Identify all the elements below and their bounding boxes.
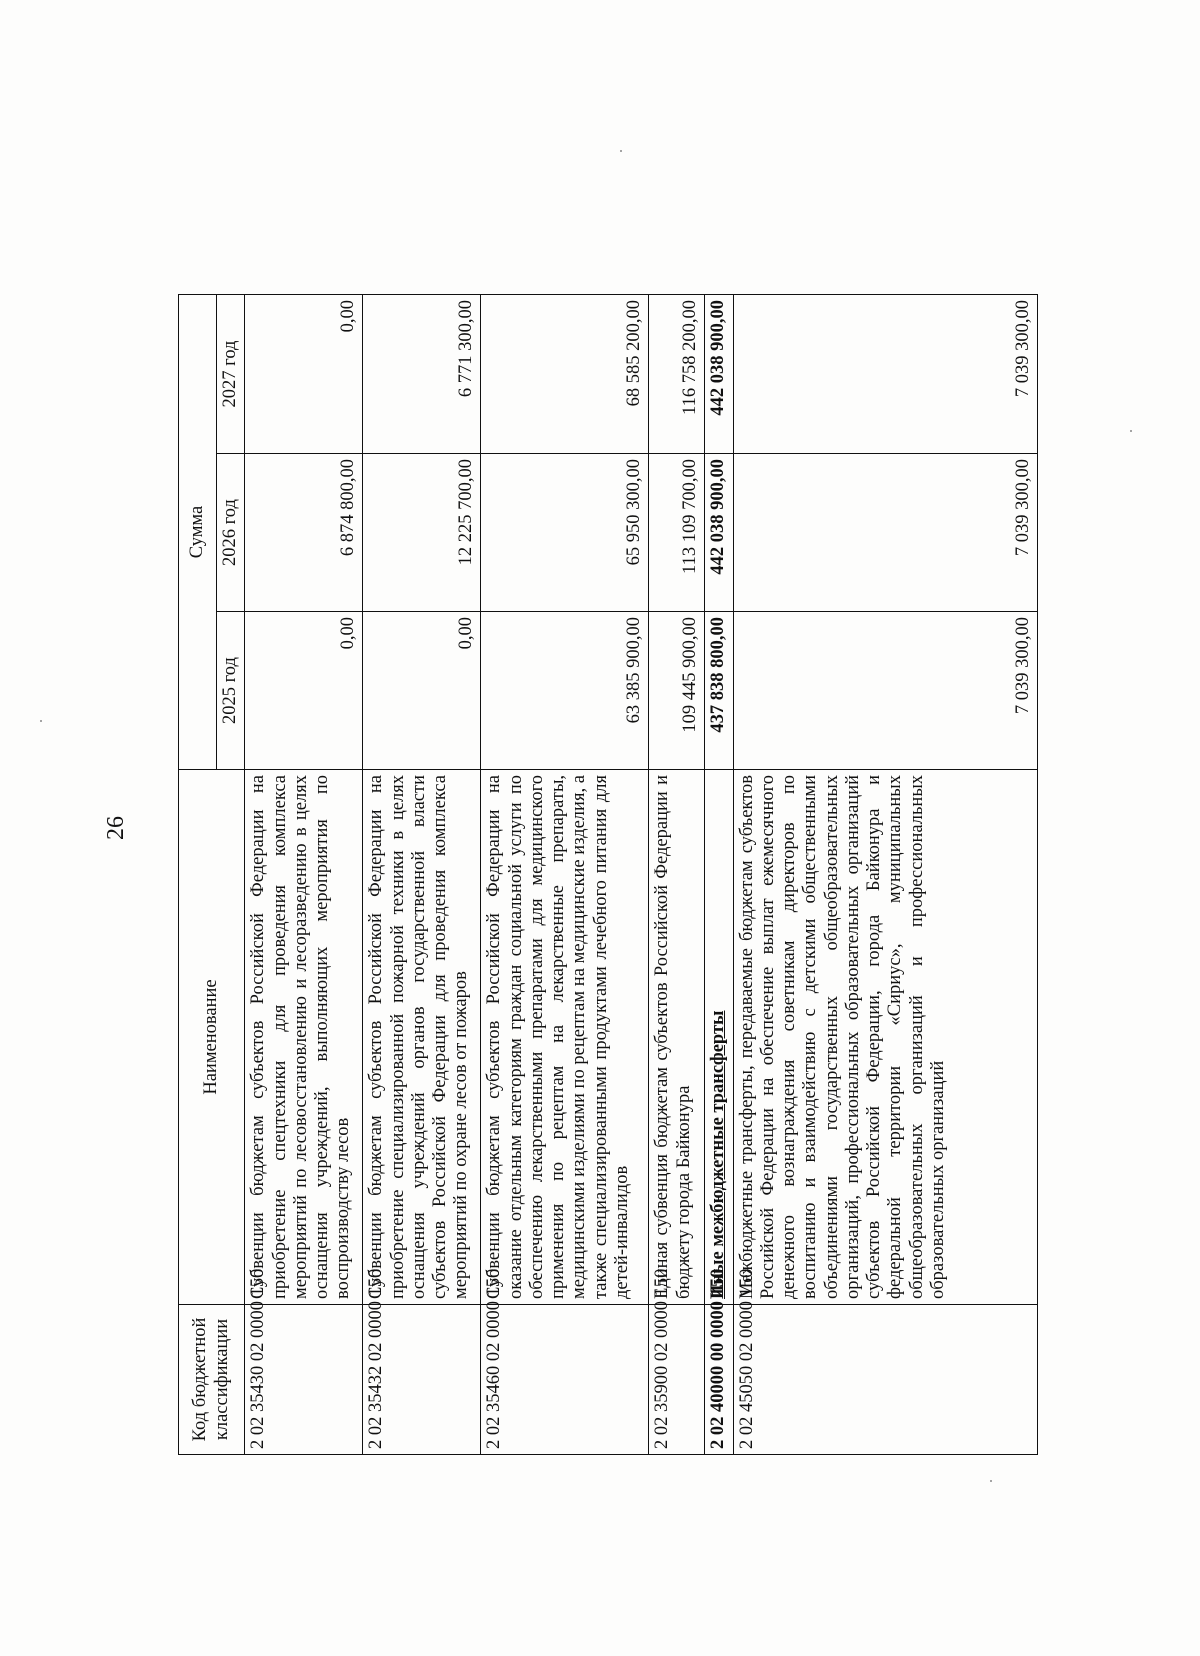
table-header (179, 294, 245, 1454)
row-code: 2 02 35900 02 0000 150 (649, 1305, 705, 1455)
row-amount-2025: 437 838 800,00 (705, 612, 733, 770)
row-code: 2 02 35432 02 0000 150 (363, 1305, 481, 1455)
page-number: 26 (103, 816, 129, 840)
row-amount-2027: 442 038 900,00 (705, 294, 733, 453)
row-amount-2027: 0,00 (245, 294, 363, 453)
header-name: Наименование (179, 770, 245, 1305)
row-amount-2026: 6 874 800,00 (245, 454, 363, 612)
table-row (733, 294, 1037, 1454)
scan-speck (1130, 430, 1132, 432)
rotated-table-wrapper (178, 295, 1038, 1455)
row-amount-2026: 442 038 900,00 (705, 454, 733, 612)
row-name: Единая субвенция бюджетам субъектов Российской Федерации и бюджету города Байконура (649, 770, 705, 1305)
row-amount-2026: 7 039 300,00 (733, 454, 1037, 612)
row-code: 2 02 40000 00 0000 150 (705, 1305, 733, 1455)
table-row (481, 294, 649, 1454)
row-code: 2 02 45050 02 0000 150 (733, 1305, 1037, 1455)
row-amount-2025: 7 039 300,00 (733, 612, 1037, 770)
row-name: Иные межбюджетные трансферты (708, 1010, 729, 1299)
row-name: Субвенции бюджетам субъектов Российской Федерации на приобретение спецтехники для проведения комплекса мероприятий по лесовосстановлению и лесоразведению в целях оснащения учреждений, выполняющих мероприятия по воспроизводству лесов (245, 770, 363, 1305)
row-amount-2026: 113 109 700,00 (649, 454, 705, 612)
row-code: 2 02 35460 02 0000 150 (481, 1305, 649, 1455)
scan-speck (620, 150, 622, 152)
row-amount-2027: 6 771 300,00 (363, 294, 481, 453)
row-code: 2 02 35430 02 0000 150 (245, 1305, 363, 1455)
row-amount-2026: 65 950 300,00 (481, 454, 649, 612)
budget-table (178, 294, 1038, 1455)
scan-speck (40, 720, 42, 722)
row-name: Субвенции бюджетам субъектов Российской Федерации на приобретение специализированной пожарной техники в целях оснащения учреждений органов государственной власти субъектов Российской Федерации для проведения комплекса мероприятий по охране лесов от пожаров (363, 770, 481, 1305)
row-amount-2027: 68 585 200,00 (481, 294, 649, 453)
row-amount-2027: 116 758 200,00 (649, 294, 705, 453)
table-body (245, 294, 1038, 1454)
row-amount-2025: 63 385 900,00 (481, 612, 649, 770)
row-amount-2025: 0,00 (363, 612, 481, 770)
row-amount-2027: 7 039 300,00 (733, 294, 1037, 453)
header-year-2026: 2026 год (217, 454, 245, 612)
row-name-wrapper (705, 770, 733, 1305)
header-year-2025: 2025 год (217, 612, 245, 770)
row-amount-2025: 109 445 900,00 (649, 612, 705, 770)
row-amount-2025: 0,00 (245, 612, 363, 770)
header-sum: Сумма (179, 294, 217, 769)
row-name: Субвенции бюджетам субъектов Российской Федерации на оказание отдельным категориям граждан социальной услуги по обеспечению лекарственными препаратами для медицинского применения по рецептам на лекарственные препараты, медицинскими изделиями по рецептам на медицинские изделия, а также специализированными продуктами лечебного питания для детей-инвалидов (481, 770, 649, 1305)
scan-speck (990, 1480, 992, 1482)
table-row-total (705, 294, 733, 1454)
row-amount-2026: 12 225 700,00 (363, 454, 481, 612)
header-year-2027: 2027 год (217, 294, 245, 453)
table-row (649, 294, 705, 1454)
table-row (363, 294, 481, 1454)
header-code: Код бюджетной классификации (179, 1305, 245, 1455)
row-name: Межбюджетные трансферты, передаваемые бюджетам субъектов Российской Федерации на обеспечение выплат ежемесячного денежного вознаграждения советникам директоров по воспитанию и взаимодействию с детскими общественными объединениями государственных общеобразовательных организаций, профессиональных образовательных организаций субъектов Российской Федерации, города Байконура и федеральной территории «Сириус», муниципальных общеобразовательных организаций и профессиональных образовательных организаций (733, 770, 1037, 1305)
table-row (245, 294, 363, 1454)
